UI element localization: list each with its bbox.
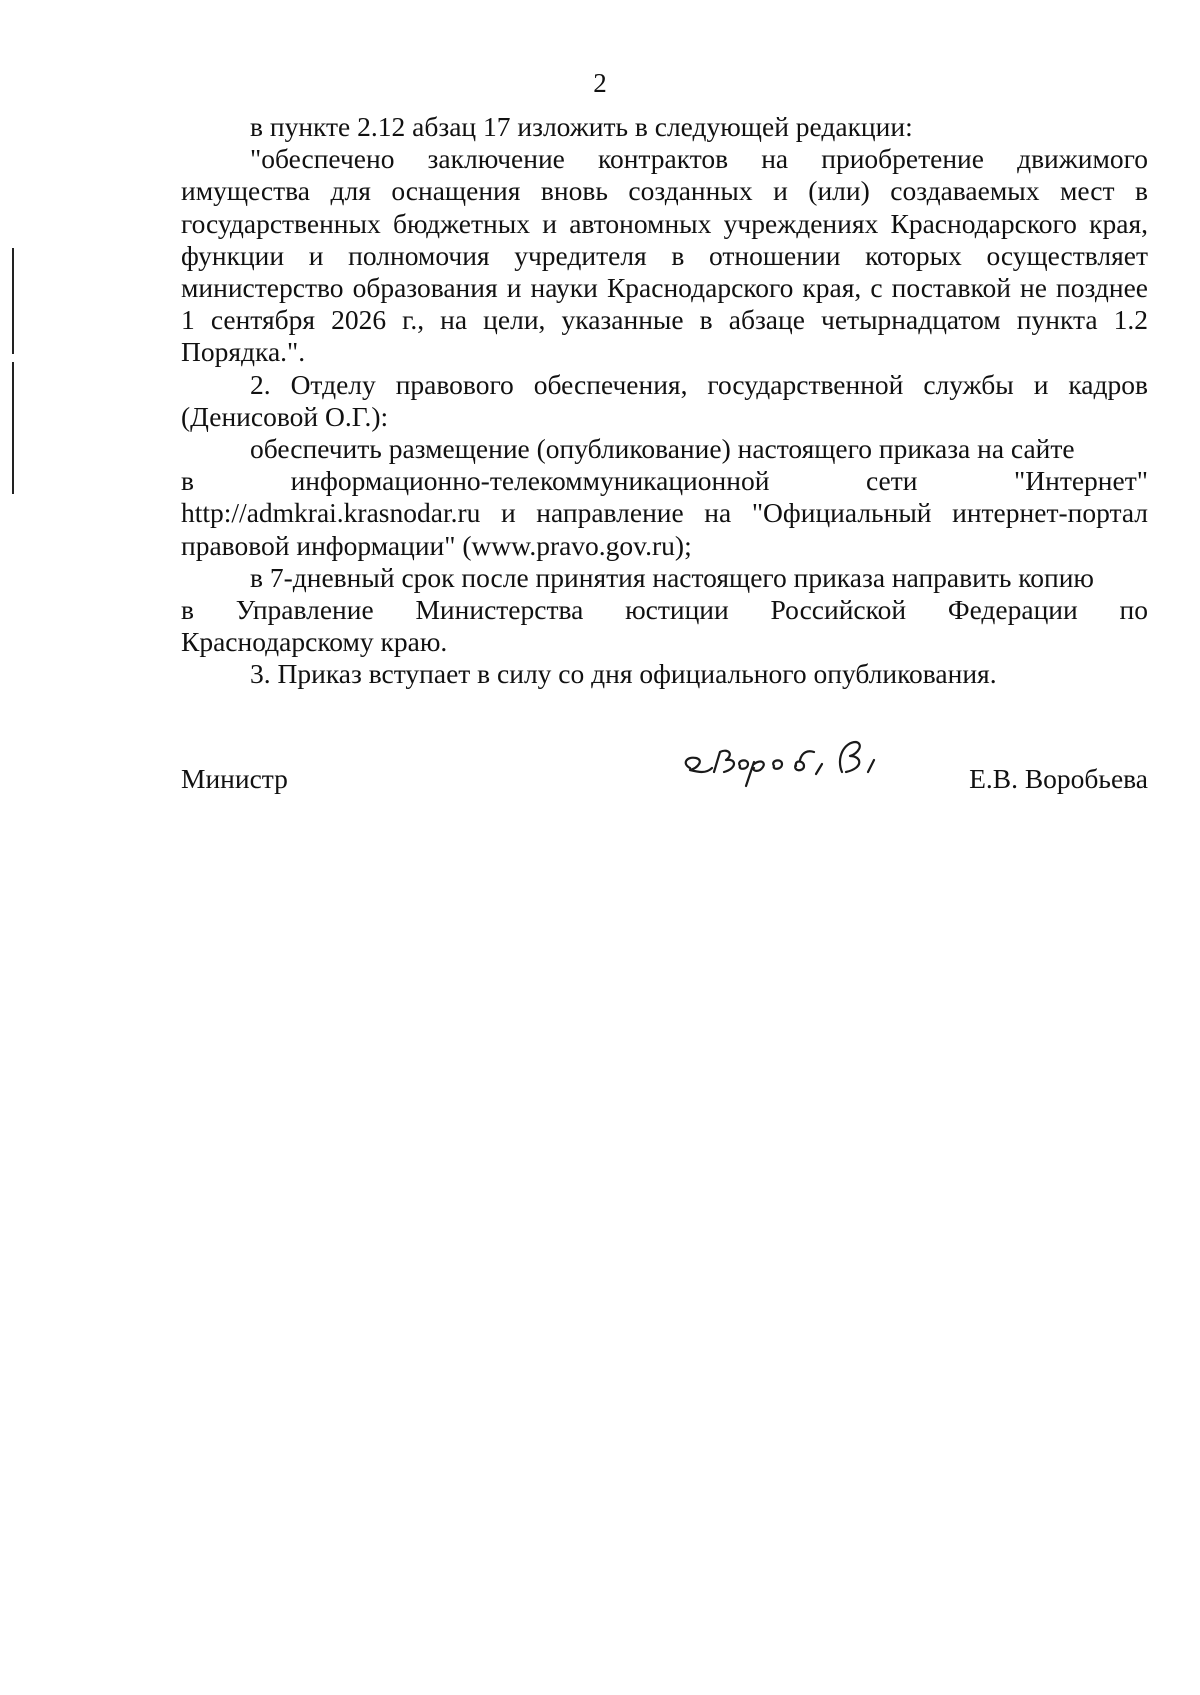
paragraph-copy-rest: Краснодарскому краю. [181,626,448,658]
paragraph-amendment-text: "обеспечено заключение контрактов на приобретение движимого имущества для оснащения вновь созданных и (или) создаваемых мест в государственных бюджетных и автономных учреждениях Краснодарского края, функции и полномочия учредителя в отношении которых осуществляет министерство образования и науки Краснодарского края, с поставкой не позднее 1 сентября 2026 г., на цели, указанные в абзаце четырнадцатом пункта 1.2 Порядка.". [181,143,1148,368]
paragraph-copy-spread-line [181,594,1148,626]
spread-word: Федерации [947,594,1078,626]
handwritten-signature [676,728,926,808]
paragraph-amendment-intro: в пункте 2.12 абзац 17 изложить в следующей редакции: [250,111,913,142]
page-number: 2 [593,68,607,98]
spread-word: сети [865,465,918,497]
paragraph-publish-first-line: обеспечить размещение (опубликование) настоящего приказа на сайте [250,433,1075,465]
paragraph-item-2: 2. Отделу правового обеспечения, государственной службы и кадров (Денисовой О.Г.): [181,368,1148,432]
paragraph-publish-rest: http://admkrai.krasnodar.ru и направление на "Официальный интернет-портал правовой информации" (www.pravo.gov.ru); [181,497,1148,561]
paragraph-copy-first-line: в 7-дневный срок после принятия настоящего приказа направить копию [250,561,1094,593]
margin-scan-mark [12,362,14,494]
spread-word: юстиции [625,594,729,626]
spread-word: "Интернет" [1014,465,1148,497]
spread-word: Министерства [415,594,584,626]
spread-word: по [1119,594,1148,626]
spread-word: в [181,465,194,497]
margin-scan-mark [12,248,14,354]
paragraph-item-3: 3. Приказ вступает в силу со дня официального опубликования. [250,658,997,690]
signatory-title: Министр [181,763,288,794]
signatory-name: Е.В. Воробьева [969,763,1148,794]
spread-word: Российской [770,594,907,626]
paragraph-publish-spread-line [181,465,1148,497]
document-body [181,111,1148,691]
spread-word: в [181,594,194,626]
spread-word: информационно-телекоммуникационной [290,465,770,497]
spread-word: Управление [235,594,374,626]
